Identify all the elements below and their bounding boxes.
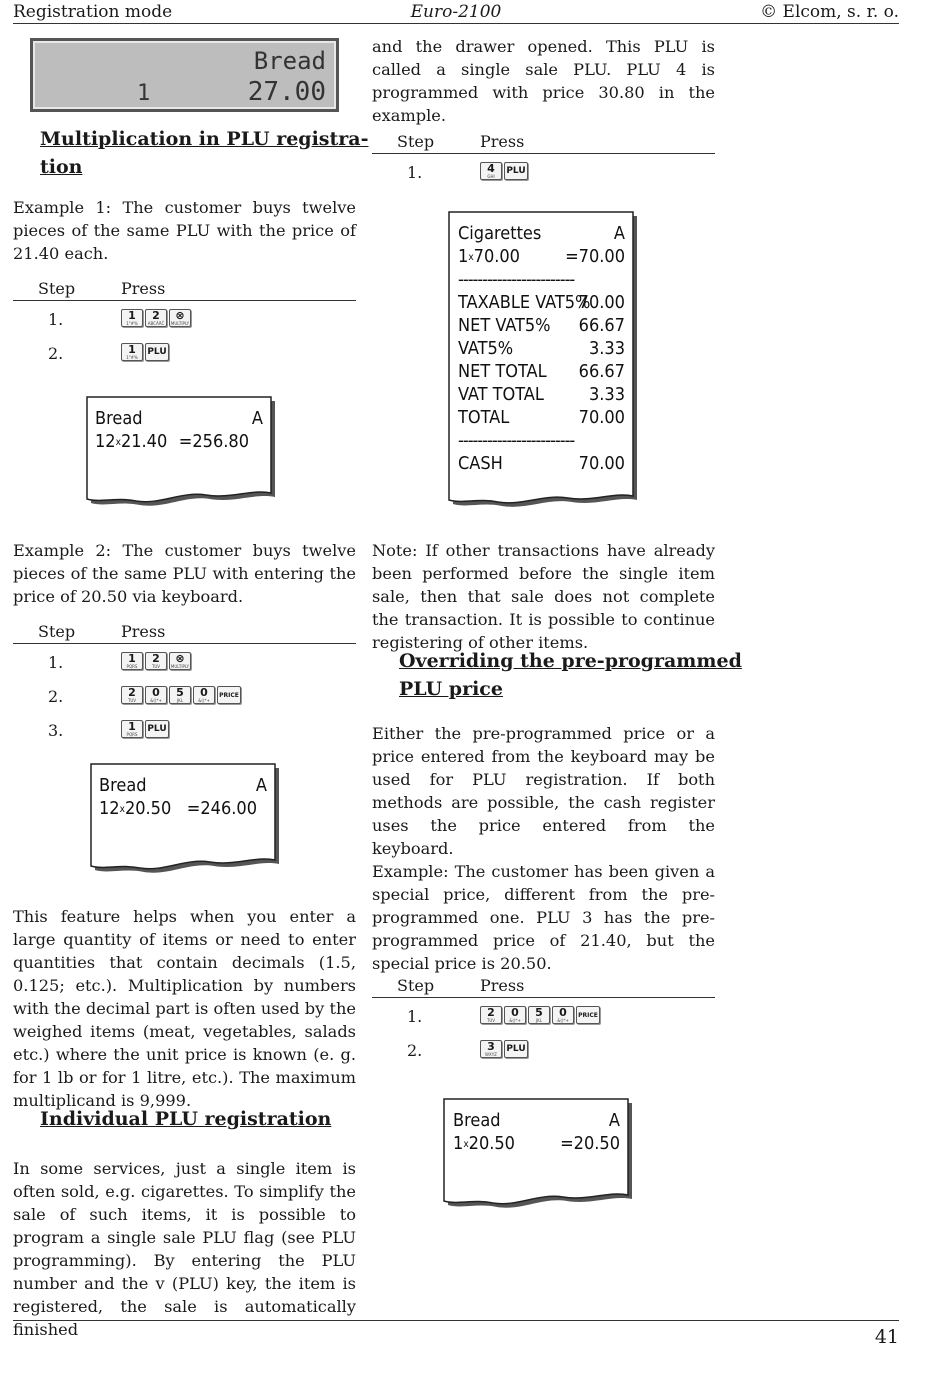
step-label: Step [397,976,435,995]
step-row [372,998,715,1032]
key-0[interactable]: 0 &()*+ [552,1006,574,1024]
receipt-item-name: Cigarettes [458,223,542,244]
receipt-4 [442,1097,634,1219]
key-plu[interactable]: PLU [145,720,169,738]
receipt-line-total: =70.00 [565,246,625,267]
step-label: Step [38,622,76,641]
step-label: Step [38,279,76,298]
receipt-item-name: Bread [453,1110,501,1131]
step-table-header [13,279,356,301]
heading-line: PLU price [399,678,503,700]
lcd-amount: 27.00 [247,77,326,107]
key-multiply[interactable]: ⊗ MULTIPLY [170,308,190,326]
step-table-3 [372,132,715,188]
key-multiply[interactable]: ⊗ MULTIPLY [170,651,190,669]
step-table-1 [13,279,356,369]
receipt-2 [89,762,281,884]
receipt-total-label: TOTAL [458,407,510,428]
step-label: Step [397,132,435,151]
header-product: Euro-2100 [410,2,502,22]
receipt-separator: ------------------------ [458,269,575,290]
key-price[interactable]: PRICE [576,1006,600,1024]
press-label: Press [480,976,525,995]
press-label: Press [480,132,525,151]
receipt-cash-value: 70.00 [578,453,625,474]
receipt-item-name: Bread [99,775,147,796]
receipt-line-total: =246.00 [186,798,257,819]
step-number: 1. [48,653,64,672]
section-heading-override [399,647,742,703]
receipt-item-name: Bread [95,408,143,429]
key-2[interactable]: 2 ABCÁÄČ [145,309,167,327]
key-0[interactable]: 0 &()*+ [504,1006,526,1024]
step-number: 2. [48,687,64,706]
example-1-text: Example 1: The customer buys twelve pieces of the same PLU with the price of 21.40 each. [13,198,356,263]
key-5[interactable]: 5 JKL [169,686,191,704]
key-1[interactable]: 1 1"#% [121,343,143,361]
receipt-tax-label: VAT TOTAL [458,384,544,405]
step-row [13,644,356,678]
receipt-qty-price: 1x20.50 [453,1133,515,1154]
override-example-text: Example: The customer has been given a special price, different from the pre-programmed one. PLU 3 has the pre-programmed price of 21.40, but the special price is 20.50. [372,862,715,973]
step-number: 2. [48,344,64,363]
step-row [13,678,356,712]
step-table-header [372,132,715,154]
receipt-tax-label: TAXABLE VAT5% [458,292,591,313]
receipt-qty-price: 1x70.00 [458,246,520,267]
step-table-header [372,976,715,998]
receipt-tax-value: 3.33 [588,384,625,405]
receipt-tax-value: 66.67 [578,315,625,336]
section-heading-multiplication [40,125,368,181]
step-number: 2. [407,1041,423,1060]
key-0[interactable]: 0 &()*+ [193,686,215,704]
key-4[interactable]: 4 GHI [480,162,502,180]
key-3[interactable]: 3 WXYZ [480,1040,502,1058]
example-2-text: Example 2: The customer buys twelve pieces of the same PLU with entering the price of 20.50 via keyboard. [13,541,356,606]
step-number: 3. [48,721,64,740]
step-table-2 [13,622,356,746]
key-1[interactable]: 1 1"#% [121,309,143,327]
step-row [372,1032,715,1066]
step-table-4 [372,976,715,1066]
receipt-total-value: 70.00 [578,407,625,428]
lcd-quantity: 1 [137,81,151,106]
step-number: 1. [407,163,423,182]
step-number: 1. [407,1007,423,1026]
feature-text: This feature helps when you enter a large quantity of items or need to enter quantities that contain decimals (1.5, 0.125; etc.). Multiplication by numbers with the decimal part is often used by the weighed items (meat, vegetables, salads etc.) where the unit price is known (e. g. for 1 lb or for 1 litre, etc.). The maximum multiplicand is 9,999. [13,907,356,1110]
step-table-header [13,622,356,644]
receipt-vat-flag: A [255,775,267,796]
individual-text: In some services, just a single item is often sold, e.g. cigarettes. To simplify the sale of such items, it is possible to program a single sale PLU flag (see PLU programming). By entering the PLU number and the v (PLU) key, the item is registered, the sale is automatically finished [13,1159,356,1339]
key-0[interactable]: 0 &()*+ [145,686,167,704]
page-number: 41 [874,1326,899,1348]
key-2[interactable]: 2 TUV [480,1006,502,1024]
receipt-tax-value: 70.00 [578,292,625,313]
section-heading-individual: Individual PLU registration [40,1108,332,1130]
receipt-tax-value: 66.67 [578,361,625,382]
footer-rule [13,1320,899,1321]
receipt-qty-price: 12x20.50 [99,798,172,819]
receipt-vat-flag: A [608,1110,620,1131]
step-row [372,154,715,188]
heading-line: Multiplication in PLU registra- [40,128,369,150]
receipt-vat-flag: A [613,223,625,244]
lcd-display [30,38,339,112]
individual-text-continued: and the drawer opened. This PLU is called a single sale PLU. PLU 4 is programmed with price 30.80 in the example. [372,37,715,125]
press-label: Press [121,279,166,298]
receipt-qty-price: 12x21.40 [95,431,168,452]
receipt-vat-flag: A [251,408,263,429]
receipt-tax-label: NET TOTAL [458,361,547,382]
key-plu[interactable]: PLU [504,1040,528,1058]
receipt-3 [447,210,639,512]
heading-line: tion [40,156,83,178]
override-text: Either the pre-programmed price or a price entered from the keyboard may be used for PLU registration. If both methods are possible, the cash register uses the price entered from the keyboard. [372,724,715,858]
header-section: Registration mode [13,2,173,22]
key-plu[interactable]: PLU [504,162,528,180]
receipt-cash-label: CASH [458,453,503,474]
step-row [13,301,356,335]
lcd-item-name: Bread [253,47,326,75]
receipt-tax-label: NET VAT5% [458,315,551,336]
key-1[interactable]: 1 PQRS [121,652,143,670]
receipt-tax-value: 3.33 [588,338,625,359]
heading-line: Overriding the pre-programmed [399,650,742,672]
note-text: Note: If other transactions have already been performed before the single item sale, then that sale does not complete the transaction. It is possible to continue registering of other items. [372,541,715,652]
key-2[interactable]: 2 TUV [145,652,167,670]
press-label: Press [121,622,166,641]
receipt-line-total: =20.50 [560,1133,620,1154]
header-copyright: © Elcom, s. r. o. [760,2,899,22]
key-5[interactable]: 5 JKL [528,1006,550,1024]
receipt-tax-label: VAT5% [458,338,514,359]
step-number: 1. [48,310,64,329]
key-plu[interactable]: PLU [145,343,169,361]
step-row [13,712,356,746]
key-price[interactable]: PRICE [217,686,241,704]
step-row [13,335,356,369]
receipt-separator: ------------------------ [458,430,575,451]
key-2[interactable]: 2 TUV [121,686,143,704]
receipt-line-total: =256.80 [178,431,249,452]
page-header [13,2,899,24]
key-1[interactable]: 1 PQRS [121,720,143,738]
receipt-1 [85,395,277,517]
